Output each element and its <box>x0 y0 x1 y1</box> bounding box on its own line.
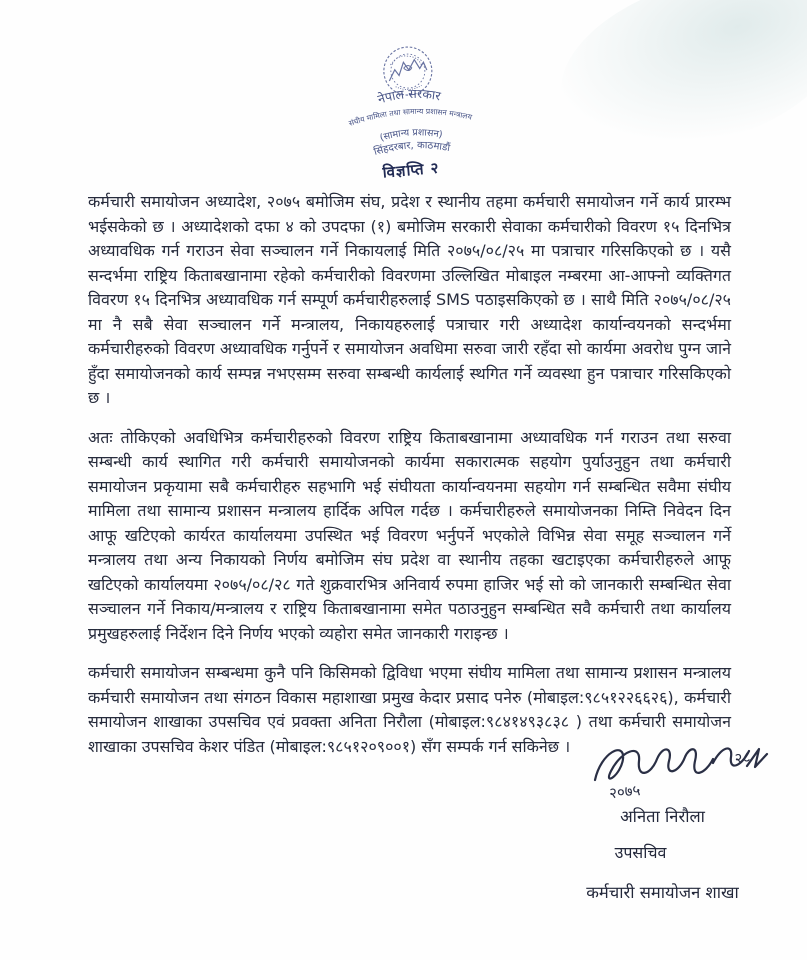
signature-block <box>545 736 780 903</box>
stamp-government-text: नेपाल सरकार <box>375 85 443 107</box>
signature-scribble-icon <box>581 736 771 802</box>
stamp-division-text: (सामान्य प्रशासन) <box>378 127 444 144</box>
signer-name: अनिता निरौला <box>620 807 705 826</box>
signer-title: उपसचिव <box>614 843 667 862</box>
letter-body <box>88 190 731 774</box>
stamp-ministry-text: संघीय मामिला तथा सामान्य प्रशासन मन्त्रालय <box>347 106 473 129</box>
signature-date-day: २८ <box>733 747 752 768</box>
body-paragraph-2: अतः तोकिएको अवधिभित्र कर्मचारीहरुको विवरण राष्ट्रिय किताबखानामा अध्यावधिक गर्न गराउन तथा सरुवा सम्बन्धी कार्य स्थागित गरी कर्मचारी समायोजनको कार्यमा सकारात्मक सहयोग पुर्याउनुहुन तथा कर्मचारी समायोजन प्रकृयामा सबै कर्मचारीहरु सहभागि भई संघीयता कार्यान्वयनमा सहयोग गर्न सम्बन्धित सवैमा संघीय मामिला तथा सामान्य प्रशासन मन्त्रालय हार्दिक अपिल गर्दछ । कर्मचारीहरुले समायोजनका निम्ति निवेदन दिन आफू खटिएको कार्यरत कार्यालयमा उपस्थित भई विवरण भर्नुपर्ने भएकोले विभिन्न सेवा समूह सञ्चालन गर्ने मन्त्रालय तथा अन्य निकायको निर्णय बमोजिम संघ प्रदेश वा स्थानीय तहका खटाइएका कर्मचारीहरुले आफू खटिएको कार्यालयमा २०७५/०८/२८ गते शुक्रवारभित्र अनिवार्य रुपमा हाजिर भई सो को जानकारी सम्बन्धित सेवा सञ्चालन गर्ने निकाय/मन्त्रालय र राष्ट्रिय किताबखानामा समेत पठाउनुहुन सम्बन्धित सवै कर्मचारी तथा कार्यालय प्रमुखहरुलाई निर्देशन दिने निर्णय भएको व्यहोरा समेत जानकारी गराइन्छ । <box>88 427 731 643</box>
stamp-address-text: सिंहदरबार, काठमाडौं <box>372 140 451 158</box>
ministry-stamp <box>320 40 501 185</box>
body-paragraph-1: कर्मचारी समायोजन अध्यादेश, २०७५ बमोजिम संघ, प्रदेश र स्थानीय तहमा कर्मचारी समायोजन गर्ने कार्य प्रारम्भ भईसकेको छ । अध्यादेशको दफा ४ को उपदफा (१) बमोजिम सरकारी सेवाका कर्मचारीको विवरण १५ दिनभित्र अध्यावधिक गर्न गराउन सेवा सञ्चालन गर्ने निकायलाई मिति २०७५/०८/२५ मा पत्राचार गरिसकिएको छ । यसै सन्दर्भमा राष्ट्रिय किताबखानामा रहेको कर्मचारीको विवरणमा उल्लिखित मोबाइल नम्बरमा आ-आफ्नो व्यक्तिगत विवरण १५ दिनभित्र अध्यावधिक गर्न सम्पूर्ण कर्मचारीहरुलाई SMS पठाइसकिएको छ । साथै मिति २०७५/०८/२५ मा नै सबै सेवा सञ्चालन गर्ने मन्त्रालय, निकायहरुलाई पत्राचार गरी अध्यादेश कार्यान्वयनको सन्दर्भमा कर्मचारीहरुको विवरण अध्यावधिक गर्नुपर्ने र समायोजन अवधिमा सरुवा जारी रहँदा सो कार्यमा अवरोध पुग्न जाने हुँदा समायोजनको कार्य सम्पन्न नभएसम्म सरुवा सम्बन्धी कार्यलाई स्थगित गर्ने व्यवस्था हुन पत्राचार गरिसकिएको छ । <box>88 192 731 407</box>
signature-date-year: २०७५ <box>608 781 642 802</box>
notice-number-label: विज्ञप्ति २ <box>381 158 441 182</box>
stamp-seal <box>320 40 500 173</box>
scan-smudge <box>541 0 807 179</box>
signer-department: कर्मचारी समायोजन शाखा <box>586 883 739 902</box>
body-paragraph-3: कर्मचारी समायोजन सम्बन्धमा कुनै पनि किसिमको द्विविधा भएमा संघीय मामिला तथा सामान्य प्रशासन मन्त्रालय कर्मचारी समायोजन तथा संगठन विकास महाशाखा प्रमुख केदार प्रसाद पनेरु (मोबाइल:९८५१२२६६२६), कर्मचारी समायोजन शाखाका उपसचिव एवं प्रवक्ता अनिता निरौला (मोबाइल:९८४१४९३८३८ ) तथा कर्मचारी समायोजन शाखाका उपसचिव केशर पंडित (मोबाइल:९८५१२०९००१) सँग सम्पर्क गर्न सकिनेछ । <box>88 663 731 756</box>
